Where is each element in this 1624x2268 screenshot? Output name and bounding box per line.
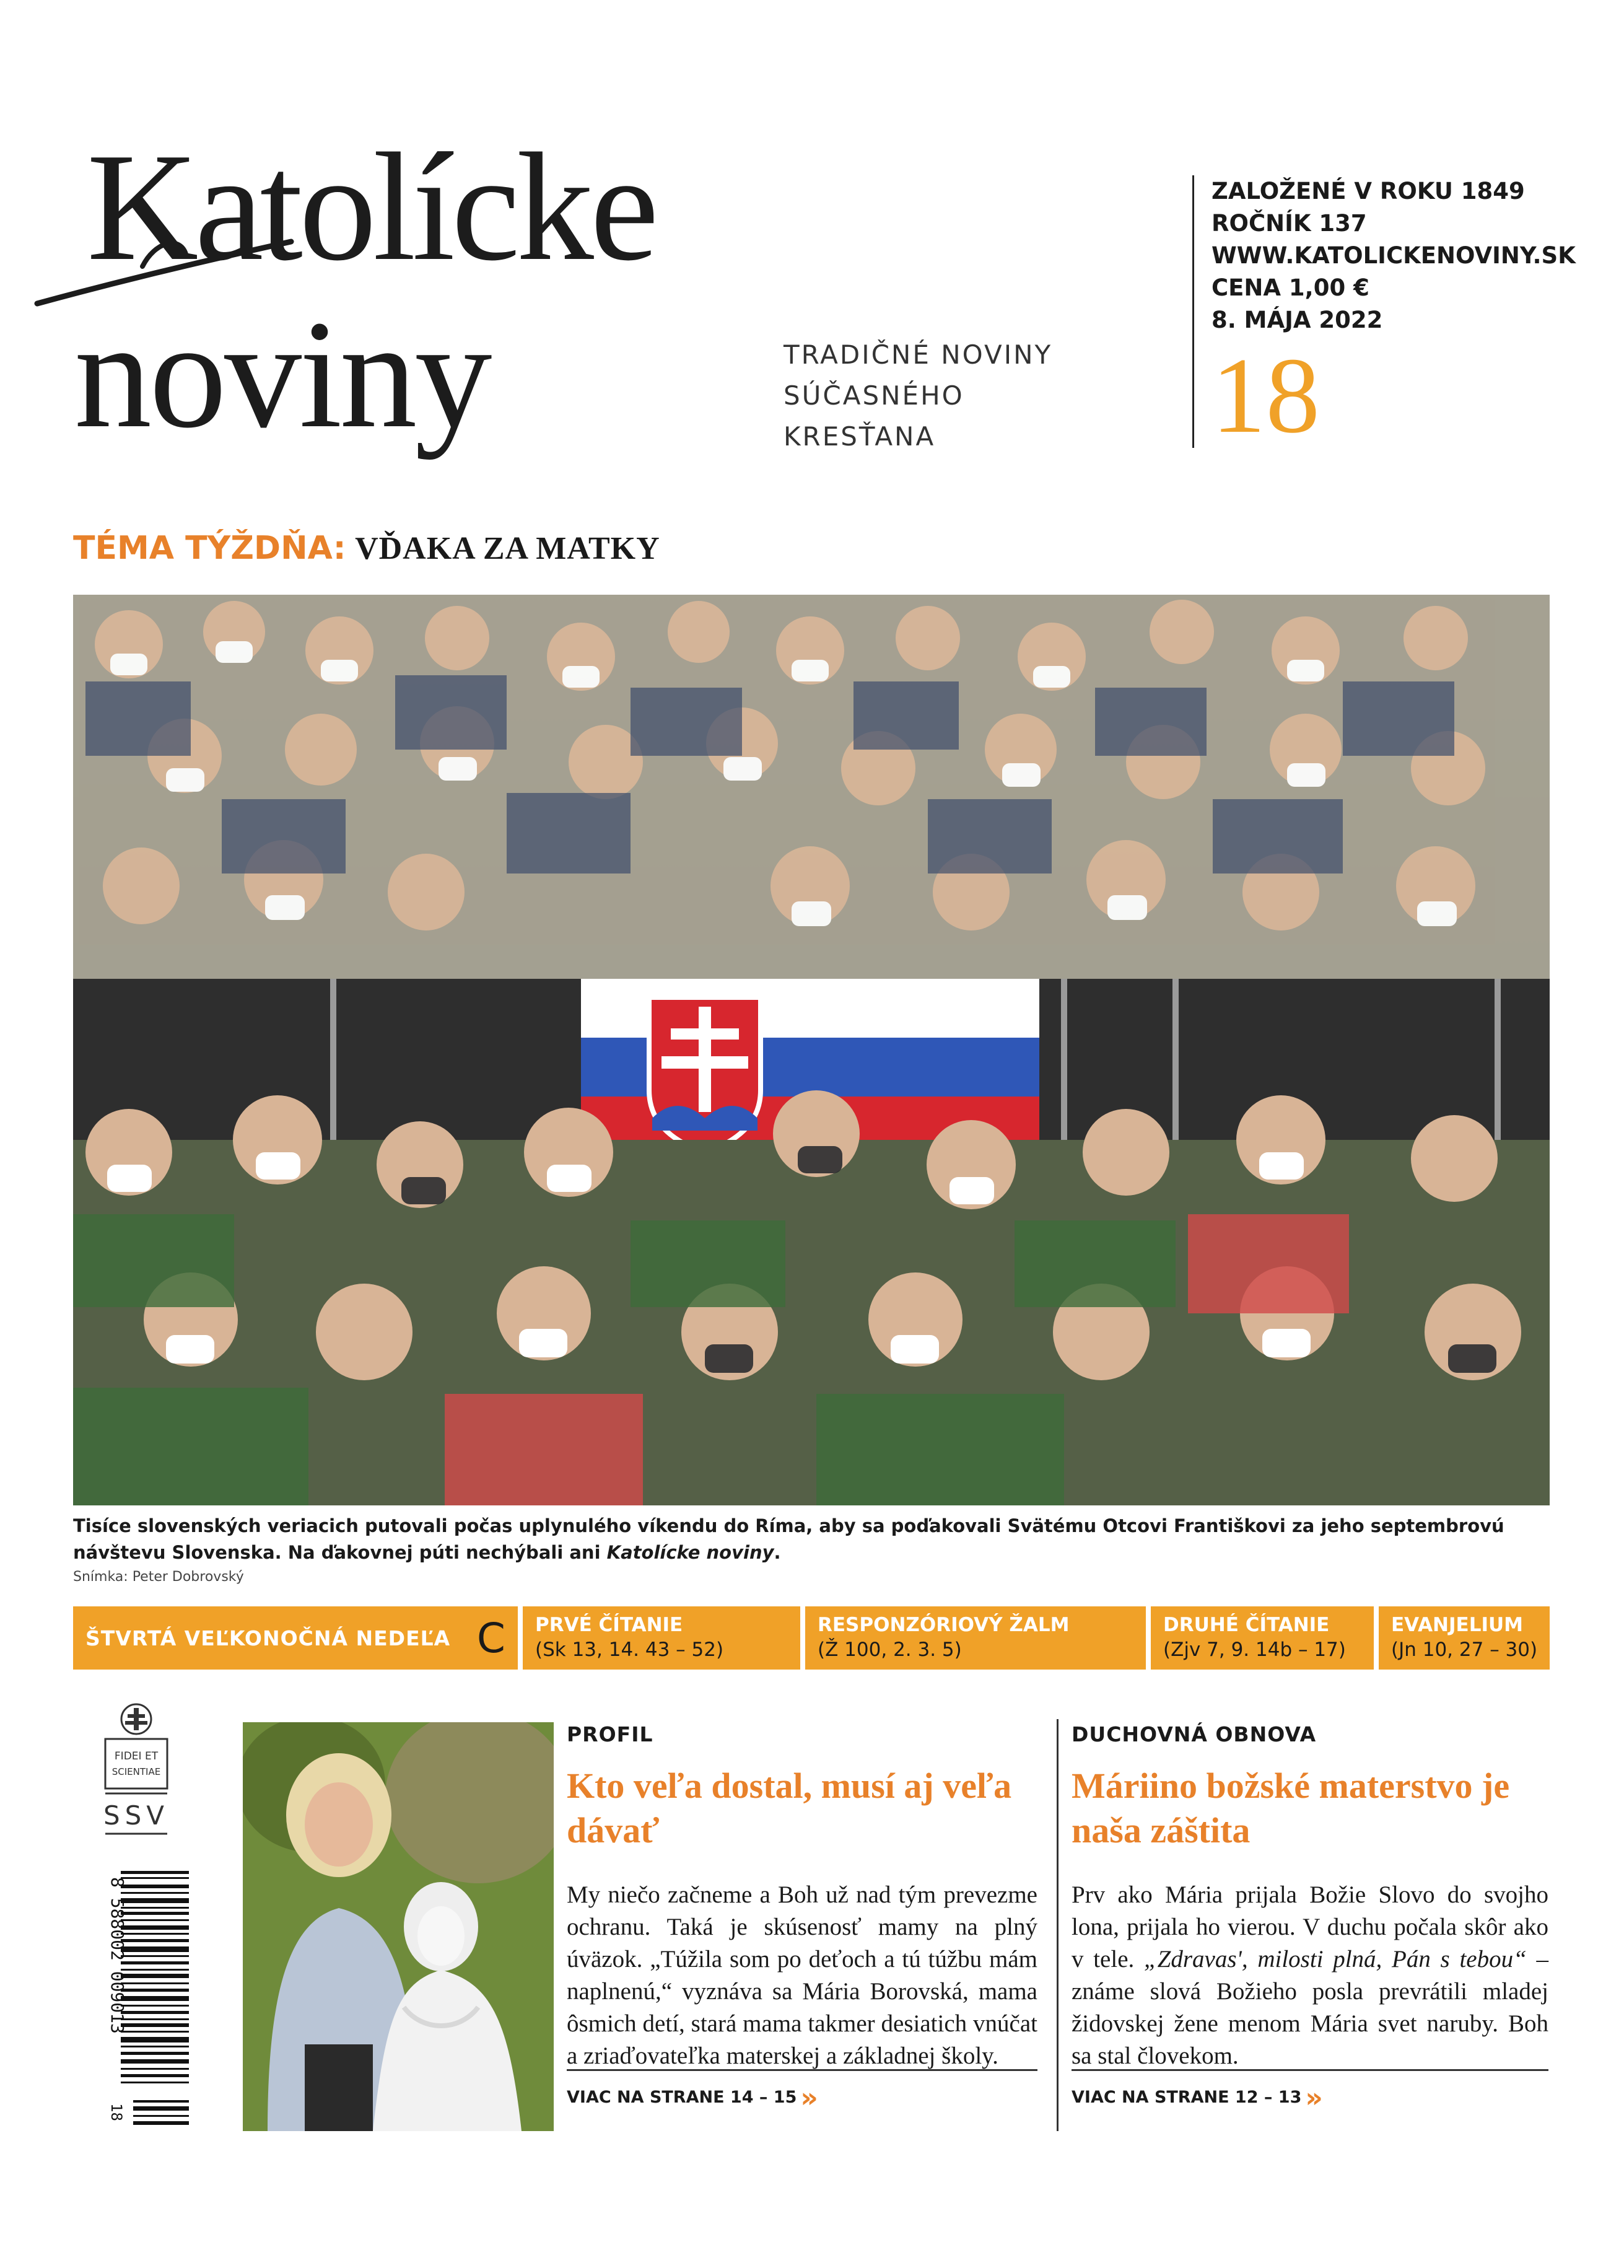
reading-ref: (Ž 100, 2. 3. 5) <box>818 1639 962 1661</box>
reading-title: PRVÉ ČÍTANIE <box>535 1614 683 1636</box>
liturgy-first-reading <box>523 1606 800 1670</box>
article-kicker: PROFIL <box>567 1722 653 1746</box>
issue-date: 8. MÁJA 2022 <box>1211 307 1383 333</box>
profile-photo <box>243 1722 554 2131</box>
reading-ref: (Zjv 7, 9. 14b – 17) <box>1163 1639 1346 1661</box>
liturgy-sunday-name: ŠTVRTÁ VEĽKONOČNÁ NEDEĽA <box>85 1626 451 1650</box>
barcode-number: 8 588002 009013 <box>107 1877 128 2034</box>
ssv-seal-logo <box>99 1701 173 1855</box>
masthead-title-line1: Katolícke <box>87 121 655 293</box>
photo-caption <box>73 1513 1547 1566</box>
seal-letters: SSV <box>103 1800 170 1831</box>
issue-number: 18 <box>1211 335 1320 455</box>
article-more-link[interactable] <box>1072 2069 1548 2114</box>
caption-italic: Katolícke noviny <box>606 1542 774 1563</box>
profile-illustration <box>243 1722 554 2131</box>
issue-info <box>1192 175 1576 455</box>
article-body-text: Prv ako Mária prijala Božie Slovo do svojho lona, prijala ho vierou. V duchu počala skôr ako v tele. <box>1072 1881 1548 1972</box>
more-link-text: VIAC NA STRANE 12 – 13 <box>1072 2088 1302 2107</box>
liturgy-sunday <box>73 1606 518 1670</box>
article-spiritual-renewal <box>1072 1722 1548 2114</box>
masthead-title-line2: noviny <box>74 289 490 460</box>
article-more-link[interactable] <box>567 2069 1037 2114</box>
masthead <box>68 105 1053 502</box>
article-body: My niečo začneme a Boh už nad tým prevezme ochranu. Taká je skúsenosť mamy na plný úväzok. „Túžila som po deťoch a tú túžbu mám naplnenú,“ vyznáva sa Mária Borovská, mama ôsmich detí, stará mama takmer desiatich vnúčat a zriaďovateľka materskej a základnej školy. <box>567 1881 1037 2069</box>
tagline-line: KRESŤANA <box>784 421 936 452</box>
issue-website[interactable]: WWW.KATOLICKENOVINY.SK <box>1211 242 1576 269</box>
liturgy-second-reading <box>1151 1606 1374 1670</box>
masthead-tagline <box>784 335 1052 457</box>
barcode-addon: 18 <box>108 2103 125 2121</box>
reading-title: RESPONZÓRIOVÝ ŽALM <box>818 1614 1070 1636</box>
tagline-line: TRADIČNÉ NOVINY <box>784 339 1053 370</box>
issue-volume: ROČNÍK 137 <box>1211 210 1367 237</box>
article-profile <box>567 1722 1037 2114</box>
article-title[interactable]: Kto veľa dostal, musí aj veľa dávať <box>567 1766 1012 1850</box>
issue-founded: ZALOŽENÉ V ROKU 1849 <box>1211 178 1525 204</box>
issue-price: CENA 1,00 € <box>1211 274 1369 301</box>
more-link-text: VIAC NA STRANE 14 – 15 <box>567 2088 797 2107</box>
liturgy-psalm <box>805 1606 1146 1670</box>
liturgy-gospel <box>1379 1606 1550 1670</box>
reading-title: DRUHÉ ČÍTANIE <box>1163 1614 1330 1636</box>
photo-credit: Snímka: Peter Dobrovský <box>73 1569 244 1585</box>
theme-label: TÉMA TÝŽDŇA: <box>73 530 346 567</box>
article-body <box>1072 1879 1548 2072</box>
liturgy-bar <box>73 1606 1550 1670</box>
double-chevron-right-icon: » <box>800 2082 818 2114</box>
crowd-illustration <box>73 595 1550 1505</box>
column-divider <box>1057 1719 1059 2131</box>
theme-title: VĎAKA ZA MATKY <box>355 531 660 566</box>
liturgy-cycle: C <box>476 1614 505 1662</box>
reading-ref: (Sk 13, 14. 43 – 52) <box>535 1639 724 1661</box>
tagline-line: SÚČASNÉHO <box>784 380 964 411</box>
caption-end: . <box>774 1542 781 1563</box>
main-photo-crowd <box>73 595 1550 1505</box>
article-body-text: – známe slová Božieho posla prevrátili mladej židovskej žene menom Mária svet naruby. Boh sa stal človekom. <box>1072 1946 1548 2069</box>
double-chevron-right-icon: » <box>1305 2082 1323 2114</box>
reading-ref: (Jn 10, 27 – 30) <box>1391 1639 1538 1661</box>
caption-text: Tisíce slovenských veriacich putovali počas uplynulého víkendu do Ríma, aby sa poďakovali Svätému Otcovi Františkovi za jeho septembrovú návštevu Slovenska. Na ďakovnej púti nechýbali ani <box>73 1515 1504 1563</box>
barcode <box>87 1871 192 2131</box>
seal-motto-line1: FIDEI ET <box>114 1750 159 1762</box>
article-body-quote: „Zdravas', milosti plná, Pán s tebou“ <box>1143 1946 1527 1972</box>
seal-motto-line2: SCIENTIAE <box>111 1766 161 1777</box>
article-title[interactable]: Máriino božské materstvo je naša záštita <box>1072 1766 1510 1850</box>
article-kicker: DUCHOVNÁ OBNOVA <box>1072 1722 1317 1746</box>
reading-title: EVANJELIUM <box>1391 1614 1524 1636</box>
theme-of-week <box>73 530 660 567</box>
